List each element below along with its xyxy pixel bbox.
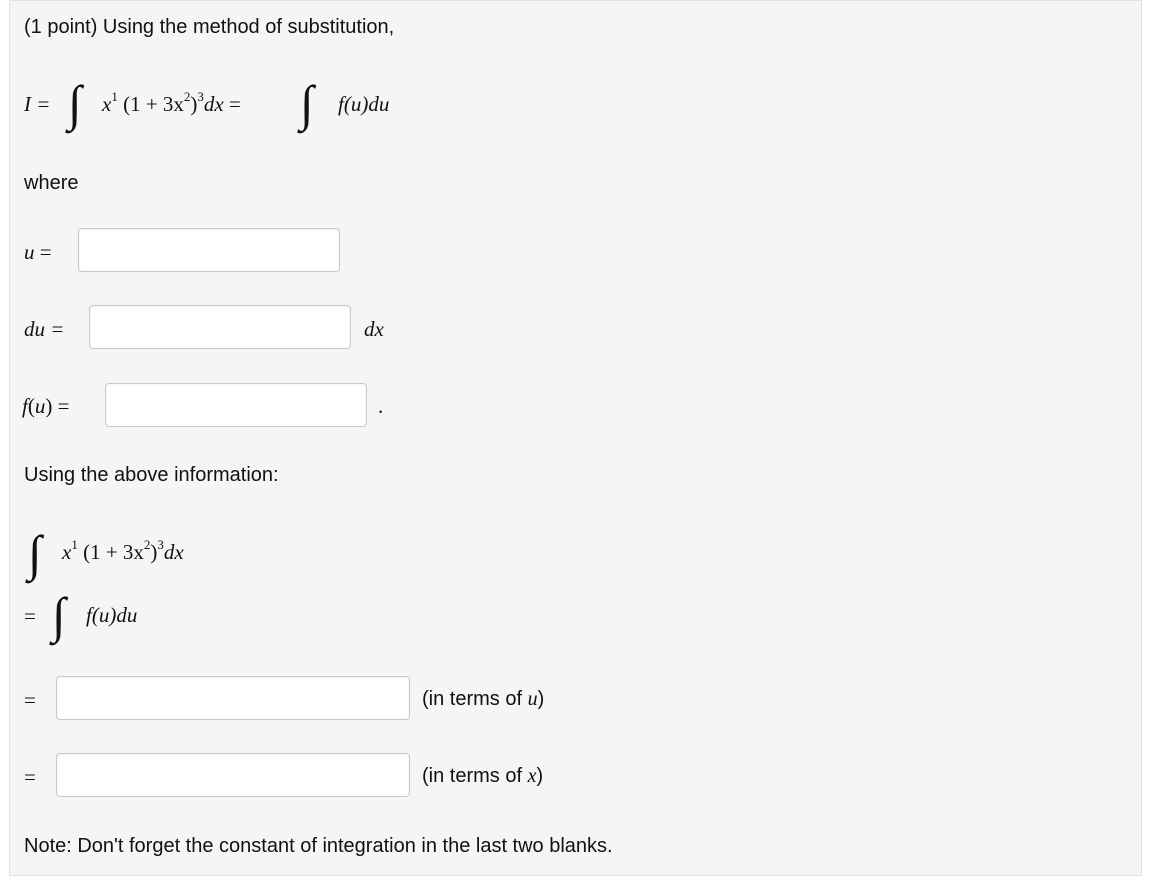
problem-intro: (1 point) Using the method of substitution,	[24, 16, 395, 38]
u-input[interactable]	[78, 228, 340, 272]
integrand-1: $x^1$ $(1 + 3x^2)^3dx$ =	[102, 89, 241, 116]
equals-sign-3: =	[24, 765, 36, 789]
integrand-2: $x^1$ $(1 + 3x^2)^3dx$	[62, 537, 184, 564]
fu-du-1: f(u)du	[338, 92, 390, 116]
fu-input[interactable]	[105, 383, 367, 427]
fu-label: f(u) =	[22, 394, 70, 418]
period: .	[378, 394, 384, 418]
u-label: u =	[24, 240, 52, 264]
I-label: I =	[24, 92, 51, 116]
answer-u-input[interactable]	[56, 676, 410, 720]
du-label: du =	[24, 317, 65, 341]
du-input[interactable]	[89, 305, 351, 349]
fu-du-2: f(u)du	[86, 603, 138, 627]
equals-sign-2: =	[24, 688, 36, 712]
where-label: where	[24, 172, 79, 194]
note-text: Note: Don't forget the constant of integration in the last two blanks.	[24, 835, 613, 857]
in-terms-of-x-label: (in terms of x)	[422, 765, 544, 787]
equals-sign-1: =	[24, 604, 36, 628]
using-above-label: Using the above information:	[24, 464, 279, 486]
integral-sign-4: ∫	[52, 587, 66, 643]
integral-sign-3: ∫	[28, 525, 42, 581]
answer-x-input[interactable]	[56, 753, 410, 797]
integral-sign-1: ∫	[68, 75, 82, 131]
in-terms-of-u-label: (in terms of u)	[422, 688, 545, 710]
problem-panel	[9, 0, 1142, 876]
dx-suffix: dx	[364, 317, 384, 341]
integral-sign-2: ∫	[300, 75, 314, 131]
